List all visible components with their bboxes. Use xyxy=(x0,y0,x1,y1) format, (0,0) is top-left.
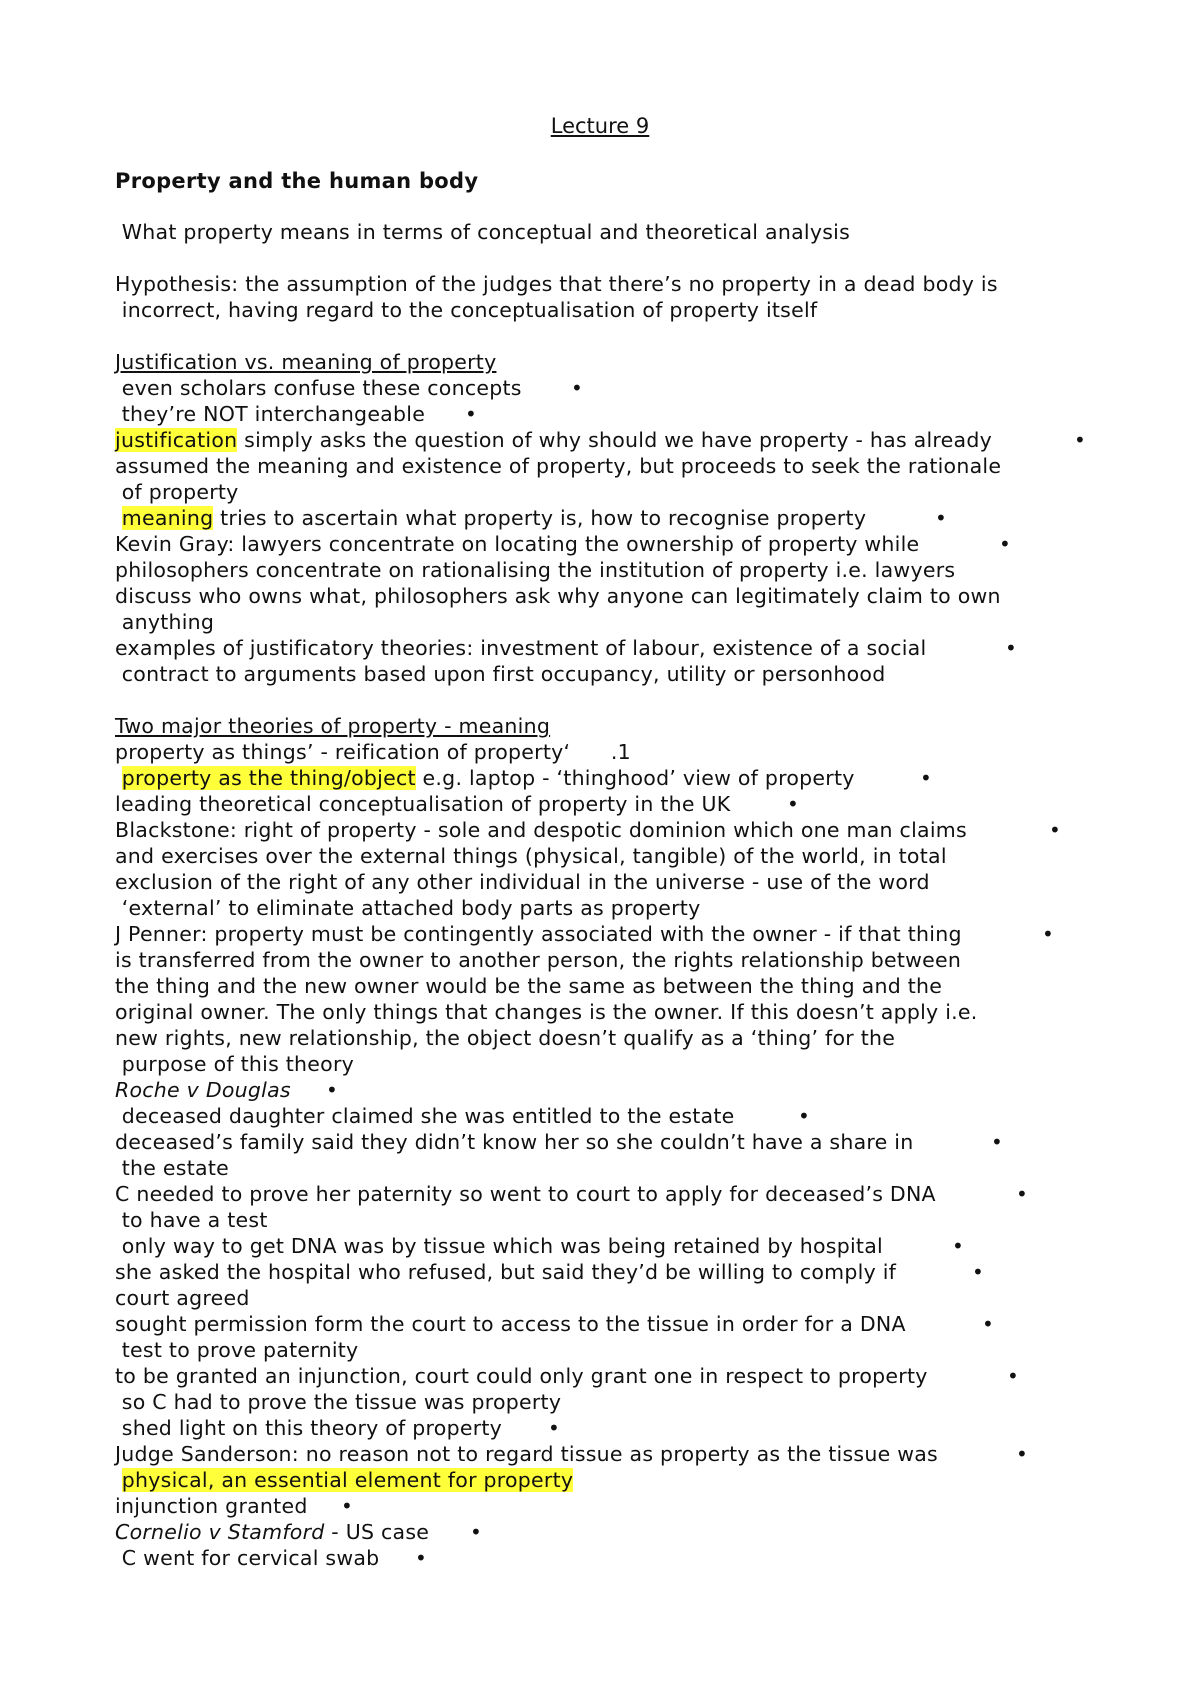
note-line xyxy=(115,505,866,531)
bullet-mark: • xyxy=(1049,818,1061,842)
note-text: injunction granted xyxy=(115,1494,308,1518)
note-text: the thing and the new owner would be the same as between the thing and the xyxy=(115,974,943,998)
note-text: to be granted an injunction, court could only grant one in respect to property xyxy=(115,1364,928,1388)
note-line xyxy=(115,817,967,843)
note-text: contract to arguments based upon first occupancy, utility or personhood xyxy=(115,662,886,686)
note-text xyxy=(115,766,122,790)
note-line xyxy=(115,973,942,999)
bullet-mark: • xyxy=(1042,922,1054,946)
note-text: of property xyxy=(115,480,239,504)
note-text: and exercises over the external things (physical, tangible) of the world, in total xyxy=(115,844,947,868)
note-text: anything xyxy=(115,610,215,634)
note-text: leading theoretical conceptualisation of property in the UK xyxy=(115,792,731,816)
note-text: - US case xyxy=(324,1520,430,1544)
section-heading: Justification vs. meaning of property xyxy=(115,350,497,374)
note-text: new rights, new relationship, the object doesn’t qualify as a ‘thing’ for the xyxy=(115,1026,896,1050)
note-text: exclusion of the right of any other individual in the universe - use of the word xyxy=(115,870,930,894)
note-text: original owner. The only things that changes is the owner. If this doesn’t apply i.e. xyxy=(115,1000,978,1024)
highlighted-text: meaning xyxy=(121,506,214,530)
note-line xyxy=(115,1545,379,1571)
note-line xyxy=(115,921,962,947)
section-heading: Two major theories of property - meaning xyxy=(115,714,551,738)
note-text: so C had to prove the tissue was property xyxy=(115,1390,562,1414)
note-text: the estate xyxy=(115,1156,229,1180)
note-line xyxy=(115,583,1001,609)
bullet-mark: • xyxy=(415,1546,427,1570)
note-text: philosophers concentrate on rationalising the institution of property i.e. lawyers xyxy=(115,558,956,582)
note-text: tries to ascertain what property is, how to recognise property xyxy=(213,506,867,530)
note-line xyxy=(115,1129,913,1155)
lecture-title: Lecture 9 xyxy=(550,114,650,138)
bullet-mark: • xyxy=(1007,1364,1019,1388)
bullet-mark: • xyxy=(1074,428,1086,452)
bullet-mark: • xyxy=(999,532,1011,556)
note-text: deceased’s family said they didn’t know her so she couldn’t have a share in xyxy=(115,1130,914,1154)
note-line xyxy=(115,1259,896,1285)
note-line xyxy=(115,1441,938,1467)
lecture-subtitle: Property and the human body xyxy=(115,169,479,193)
note-line xyxy=(115,1519,429,1545)
note-line xyxy=(115,791,730,817)
note-text: even scholars confuse these concepts xyxy=(115,376,522,400)
bullet-mark: • xyxy=(326,1078,338,1102)
note-line xyxy=(115,427,992,453)
note-text: court agreed xyxy=(115,1286,250,1310)
bullet-mark: • xyxy=(972,1260,984,1284)
note-text: discuss who owns what, philosophers ask why anyone can legitimately claim to own xyxy=(115,584,1001,608)
bullet-mark: • xyxy=(1016,1442,1028,1466)
bullet-mark: • xyxy=(470,1520,482,1544)
bullet-mark: • xyxy=(798,1104,810,1128)
bullet-mark: • xyxy=(341,1494,353,1518)
note-text: property as things’ - reification of property‘ .1 xyxy=(115,740,631,764)
note-text xyxy=(115,1468,122,1492)
note-line xyxy=(115,869,930,895)
note-line xyxy=(115,661,885,687)
note-text xyxy=(115,506,122,530)
note-text: she asked the hospital who refused, but said they’d be willing to comply if xyxy=(115,1260,897,1284)
note-text: ‘external’ to eliminate attached body parts as property xyxy=(115,896,701,920)
note-line xyxy=(115,349,496,375)
bullet-mark: • xyxy=(935,506,947,530)
note-line xyxy=(115,297,817,323)
note-line xyxy=(115,1181,936,1207)
note-line xyxy=(115,1493,308,1519)
bullet-mark: • xyxy=(548,1416,560,1440)
note-text: C needed to prove her paternity so went to court to apply for deceased’s DNA xyxy=(115,1182,936,1206)
note-text: they’re NOT interchangeable xyxy=(115,402,426,426)
highlighted-text: justification xyxy=(115,428,238,452)
note-line xyxy=(115,739,631,765)
note-text: test to prove paternity xyxy=(115,1338,359,1362)
note-line xyxy=(115,1311,906,1337)
bullet-mark: • xyxy=(787,792,799,816)
note-line xyxy=(115,1285,250,1311)
highlighted-text: physical, an essential element for property xyxy=(121,1468,574,1492)
case-name: Cornelio v Stamford xyxy=(115,1520,325,1544)
note-text: incorrect, having regard to the conceptualisation of property itself xyxy=(115,298,818,322)
note-line xyxy=(115,635,926,661)
note-line xyxy=(115,401,425,427)
bullet-mark: • xyxy=(982,1312,994,1336)
note-line xyxy=(115,1207,268,1233)
note-line xyxy=(115,609,214,635)
note-line xyxy=(115,1233,883,1259)
note-text: J Penner: property must be contingently associated with the owner - if that thing xyxy=(115,922,962,946)
note-line xyxy=(115,219,850,245)
bullet-mark: • xyxy=(1016,1182,1028,1206)
note-text: Hypothesis: the assumption of the judges that there’s no property in a dead body is xyxy=(115,272,998,296)
note-text: assumed the meaning and existence of property, but proceeds to seek the rationale xyxy=(115,454,1002,478)
note-line xyxy=(115,557,955,583)
highlighted-text: property as the thing/object xyxy=(121,766,416,790)
case-name: Roche v Douglas xyxy=(115,1078,291,1102)
bullet-mark: • xyxy=(920,766,932,790)
note-line xyxy=(115,1077,291,1103)
note-text: e.g. laptop - ‘thinghood’ view of property xyxy=(415,766,855,790)
note-text: examples of justificatory theories: investment of labour, existence of a social xyxy=(115,636,927,660)
note-text: to have a test xyxy=(115,1208,268,1232)
note-text: sought permission form the court to access to the tissue in order for a DNA xyxy=(115,1312,906,1336)
note-line xyxy=(115,375,522,401)
note-line xyxy=(115,1363,928,1389)
note-text: Kevin Gray: lawyers concentrate on locating the ownership of property while xyxy=(115,532,920,556)
note-line xyxy=(115,479,239,505)
note-line xyxy=(115,1051,354,1077)
note-text: is transferred from the owner to another person, the rights relationship between xyxy=(115,948,962,972)
note-text: deceased daughter claimed she was entitled to the estate xyxy=(115,1104,735,1128)
bullet-mark: • xyxy=(571,376,583,400)
note-line xyxy=(115,999,978,1025)
note-text: purpose of this theory xyxy=(115,1052,355,1076)
note-line xyxy=(115,1337,358,1363)
bullet-mark: • xyxy=(1005,636,1017,660)
note-line xyxy=(115,271,998,297)
note-line xyxy=(115,1467,573,1493)
note-line xyxy=(115,947,961,973)
note-line xyxy=(115,713,550,739)
note-line xyxy=(115,895,700,921)
note-line xyxy=(115,1415,502,1441)
note-line xyxy=(115,843,947,869)
bullet-mark: • xyxy=(991,1130,1003,1154)
note-text: only way to get DNA was by tissue which was being retained by hospital xyxy=(115,1234,883,1258)
note-line xyxy=(115,453,1001,479)
bullet-mark: • xyxy=(465,402,477,426)
note-line xyxy=(115,1103,735,1129)
note-line xyxy=(115,1389,561,1415)
note-text: simply asks the question of why should we have property - has already xyxy=(237,428,992,452)
bullet-mark: • xyxy=(952,1234,964,1258)
note-text: C went for cervical swab xyxy=(115,1546,380,1570)
note-line xyxy=(115,1155,229,1181)
note-line xyxy=(115,531,919,557)
note-text: shed light on this theory of property xyxy=(115,1416,503,1440)
note-line xyxy=(115,1025,895,1051)
note-line xyxy=(115,765,855,791)
note-text: Blackstone: right of property - sole and despotic dominion which one man claims xyxy=(115,818,967,842)
note-text: What property means in terms of conceptual and theoretical analysis xyxy=(115,220,851,244)
note-text: Judge Sanderson: no reason not to regard tissue as property as the tissue was xyxy=(115,1442,938,1466)
